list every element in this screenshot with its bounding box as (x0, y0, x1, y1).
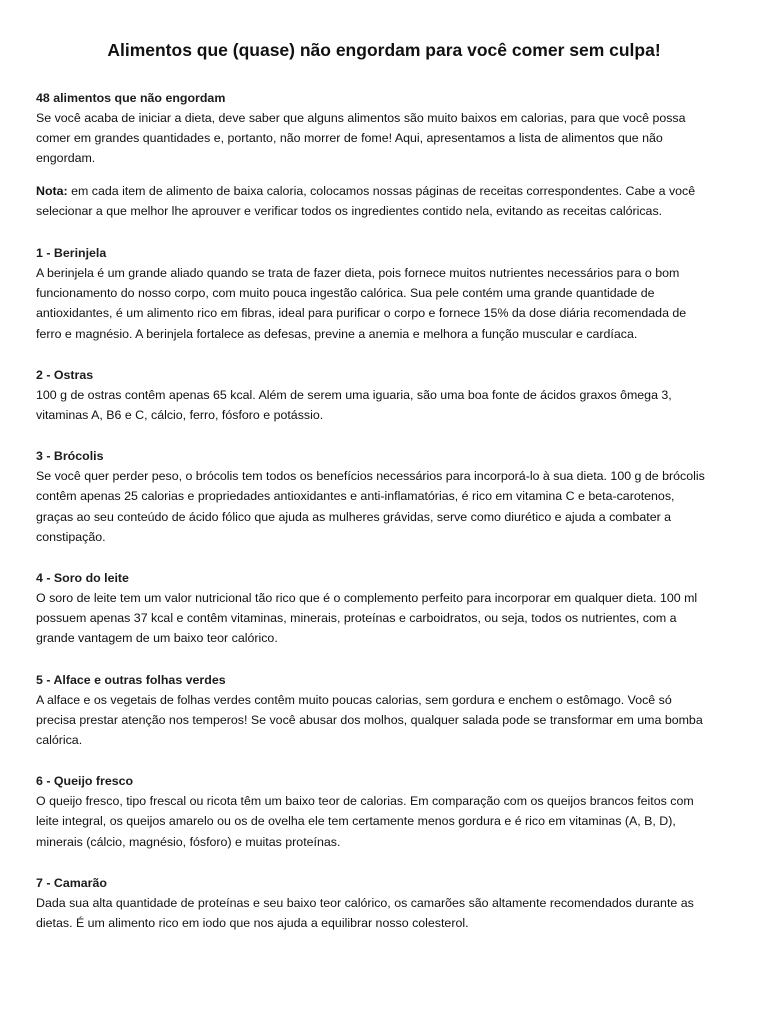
intro-paragraph: Se você acaba de iniciar a dieta, deve saber que alguns alimentos são muito baixos em calorias, para que você possa comer em grandes quantidades e, portanto, não morrer de fome! Aqui, apresentamos a lista de alimentos que não engordam. (36, 111, 686, 166)
food-item-text: Dada sua alta quantidade de proteínas e seu baixo teor calórico, os camarões são altamente recomendados durante as dietas. É um alimento rico em iodo que nos ajuda a equilibrar nosso colesterol. (36, 895, 694, 931)
food-item-heading: 4 - Soro do leite (36, 571, 129, 586)
note-paragraph (36, 181, 712, 221)
food-item-heading: 7 - Camarão (36, 875, 107, 890)
food-item-text: O queijo fresco, tipo frescal ou ricota têm um baixo teor de calorias. Em comparação com os queijos brancos feitos com leite integral, os queijos amarelo ou os de ovelha ele tem certamente menos gordura e é rico em vitaminas (A, B, D), minerais (cálcio, magnésio, fósforo) e muitas proteínas. (36, 794, 694, 849)
food-item-heading: 6 - Queijo fresco (36, 774, 134, 789)
food-item-3 (36, 446, 712, 547)
food-item-text: A berinjela é um grande aliado quando se trata de fazer dieta, pois fornece muitos nutrientes necessários para o bom funcionamento do nosso corpo, com muito pouca ingestão calórica. Sua pele contém uma grande quantidade de antioxidantes, é um alimento rico em fibras, ideal para purificar o corpo e fornece 15% da dose diária recomendada de ferro e magnésio. A berinjela fortalece as defesas, previne a anemia e melhora a função muscular e cardíaca. (36, 266, 687, 341)
food-item-1 (36, 243, 712, 344)
food-item-heading: 1 - Berinjela (36, 246, 107, 261)
food-item-heading: 3 - Brócolis (36, 449, 104, 464)
food-item-6 (36, 771, 712, 852)
food-item-text: 100 g de ostras contêm apenas 65 kcal. Além de serem uma iguaria, são uma boa fonte de ácidos graxos ômega 3, vitaminas A, B6 e C, cálcio, ferro, fósforo e potássio. (36, 387, 672, 423)
food-item-5 (36, 670, 712, 751)
food-item-text: A alface e os vegetais de folhas verdes contêm muito poucas calorias, sem gordura e enchem o estômago. Você só precisa prestar atenção nos temperos! Se você abusar dos molhos, qualquer salada pode se transformar em uma bomba calórica. (36, 692, 703, 748)
food-item-text: O soro de leite tem um valor nutricional tão rico que é o complemento perfeito para incorporar em qualquer dieta. 100 ml possuem apenas 37 kcal e contêm vitaminas, minerais, proteínas e carboidratos, ou seja, todos os nutrientes, com a grande vantagem de um baixo teor calórico. (36, 591, 698, 646)
food-item-2 (36, 365, 712, 425)
food-item-7 (36, 873, 712, 933)
intro-heading: 48 alimentos que não engordam (36, 91, 226, 105)
note-label: Nota: (36, 183, 68, 198)
food-item-heading: 2 - Ostras (36, 367, 94, 382)
food-item-4 (36, 568, 712, 649)
note-text: em cada item de alimento de baixa caloria, colocamos nossas páginas de receitas correspondentes. Cabe a você selecionar a que melhor lhe aprouver e verificar todos os ingredientes contido nela, evitando as receitas calóricas. (36, 183, 696, 218)
food-item-text: Se você quer perder peso, o brócolis tem todos os benefícios necessários para incorporá-lo à sua dieta. 100 g de brócolis contêm apenas 25 calorias e propriedades antioxidantes e anti-inflamatórias, é rico em vitamina C e beta-carotenos, graças ao seu conteúdo de ácido fólico que ajuda as mulheres grávidas, serve como diurético e ajuda a combater a constipação. (36, 469, 705, 544)
intro-section (36, 88, 712, 169)
page-title: Alimentos que (quase) não engordam para você comer sem culpa! (107, 40, 661, 60)
food-item-heading: 5 - Alface e outras folhas verdes (36, 672, 226, 687)
